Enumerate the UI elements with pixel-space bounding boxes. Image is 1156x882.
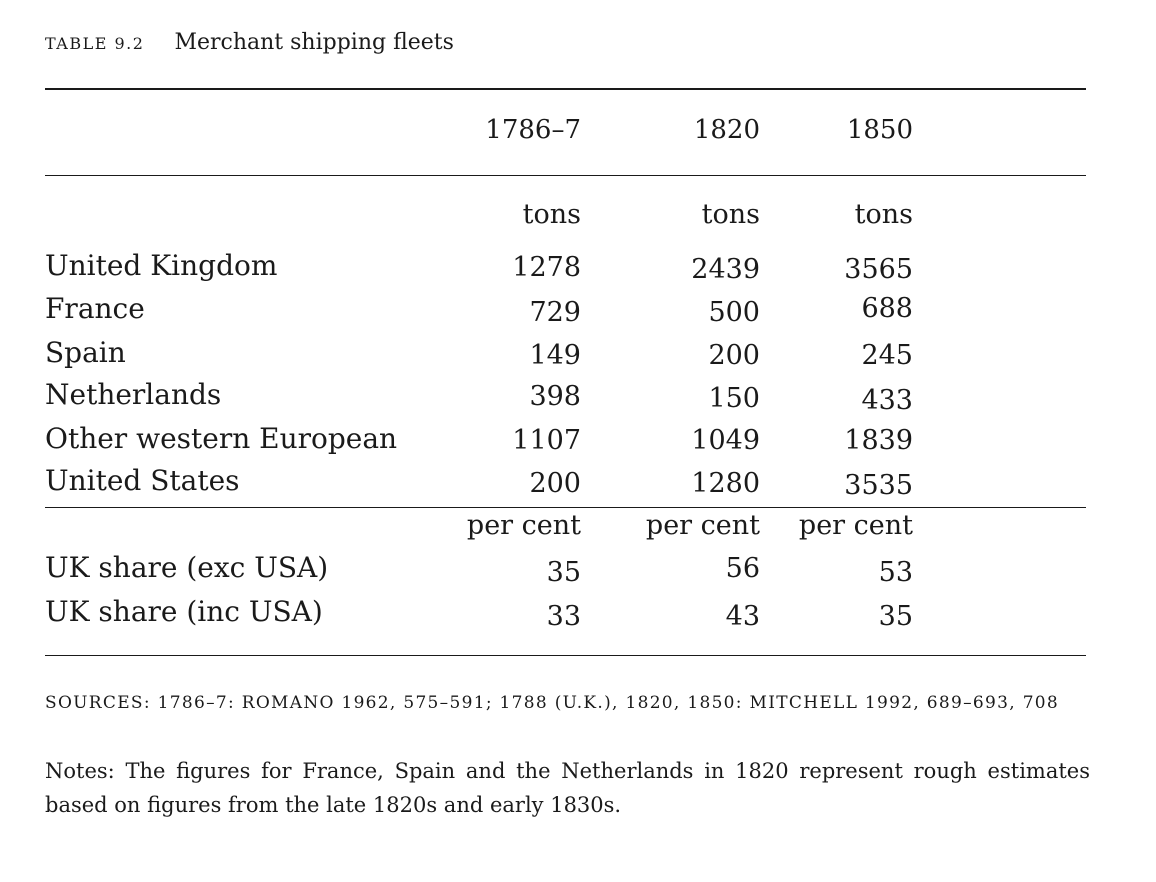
table-cell: 35 [878,601,913,632]
sources-note: SOURCES: 1786–7: ROMANO 1962, 575–591; 1788 (U.K.), 1820, 1850: MITCHELL 1992, 689–693, 708 [45,693,1060,713]
row-label: France [45,292,145,325]
row-label: Spain [45,336,126,369]
table-caption [45,30,454,62]
table-title: Merchant shipping fleets [174,30,454,55]
table-cell: 3535 [844,470,913,501]
top-rule [45,88,1086,90]
table-cell: 200 [708,340,760,371]
table-cell: 150 [708,383,760,414]
unit-label: tons [701,199,760,230]
row-label: UK share (exc USA) [45,551,329,584]
table-cell: 33 [546,601,581,632]
table-cell: 200 [529,468,581,499]
table-cell: 1839 [844,425,913,456]
row-label: Other western European [45,422,398,455]
row-label: UK share (inc USA) [45,595,323,628]
table-cell: 3565 [844,254,913,285]
table-cell: 1280 [691,468,760,499]
table-cell: 43 [725,601,760,632]
table-number: TABLE 9.2 [45,34,145,53]
unit-label: tons [522,199,581,230]
table-cell: 53 [878,557,913,588]
row-label: Netherlands [45,378,222,411]
table-cell: 1107 [512,425,581,456]
table-cell: 1278 [512,252,581,283]
column-header-1850: 1850 [846,115,913,145]
table-cell: 56 [725,553,760,584]
row-label: United States [45,464,240,497]
column-header-1786: 1786–7 [485,115,581,145]
unit-label: per cent [798,510,913,541]
bottom-rule [45,655,1086,656]
table-cell: 35 [546,557,581,588]
table-cell: 433 [861,385,913,416]
table-cell: 688 [861,293,913,324]
row-label: United Kingdom [45,249,278,282]
column-header-1820: 1820 [693,115,760,145]
unit-label: per cent [466,510,581,541]
unit-label: tons [854,199,913,230]
table-cell: 398 [529,381,581,412]
table-cell: 729 [529,297,581,328]
notes-text: Notes: The figures for France, Spain and the Netherlands in 1820 represent rough estimates based on figures from the late 1820s and early 1830s. [45,759,1090,817]
table-cell: 2439 [691,254,760,285]
table-cell: 1049 [691,425,760,456]
table-cell: 245 [861,340,913,371]
table-cell: 500 [708,297,760,328]
table-cell: 149 [529,340,581,371]
unit-label: per cent [645,510,760,541]
header-rule [45,175,1086,176]
